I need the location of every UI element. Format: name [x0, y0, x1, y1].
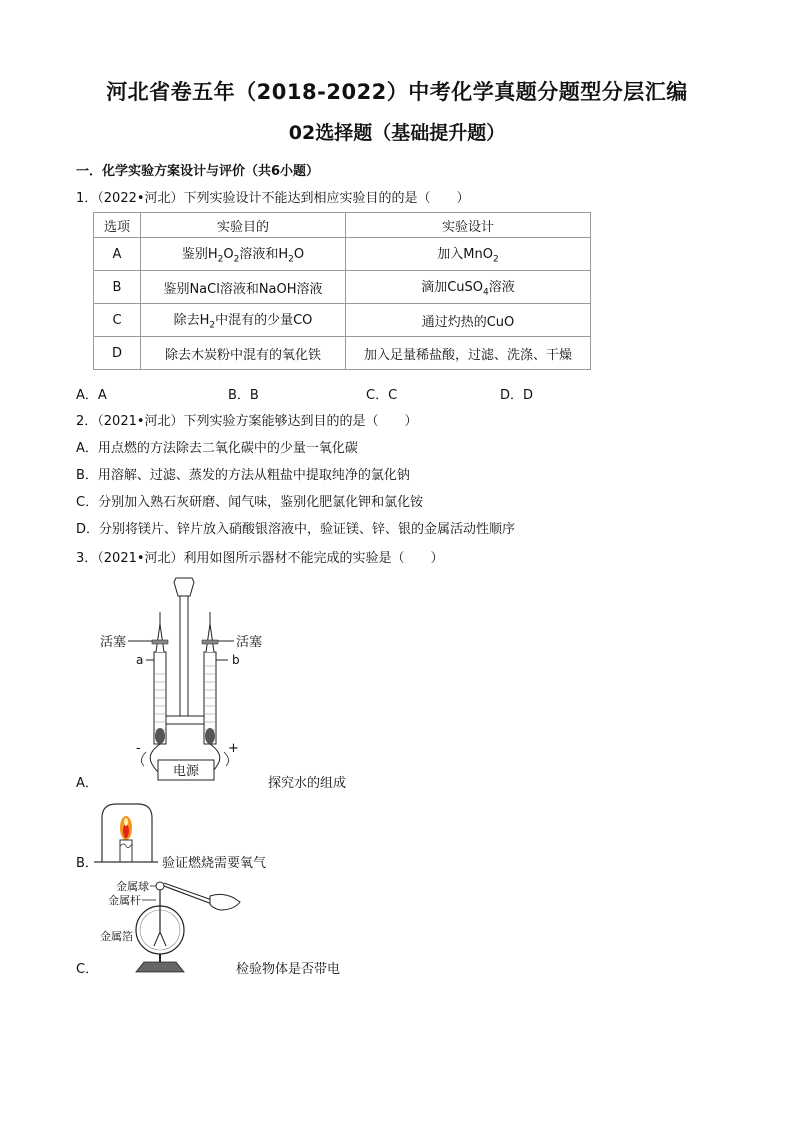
question-3-option-c-letter: C． [76, 962, 99, 977]
section-heading: 一．化学实验方案设计与评价（共6小题） [76, 164, 320, 179]
row-purpose: 除去$H_2$中混有的少量CO [141, 304, 346, 337]
tube-b-label: b [232, 653, 240, 667]
row-design: 加入MnO$_2$ [346, 238, 591, 271]
table-header-row [94, 213, 591, 238]
valve-left-label: 活塞 [100, 635, 127, 650]
question-3-option-a-letter: A． [76, 776, 98, 791]
row-purpose: 鉴别$H_2O_2$溶液和$H_2O$ [141, 238, 346, 271]
row-purpose: 除去木炭粉中混有的氧化铁 [141, 337, 346, 370]
header-option: 选项 [94, 213, 141, 238]
row-purpose: 鉴别NaCl溶液和NaOH溶液 [141, 271, 346, 304]
row-design: 加入足量稀盐酸，过滤、洗涤、干燥 [346, 337, 591, 370]
question-2-stem: 2．（2021•河北）下列实验方案能够达到目的的是（ ） [76, 414, 418, 429]
row-option: B [94, 271, 141, 304]
metal-ball-label: 金属球 [116, 880, 149, 893]
answer-option-d: D．D [500, 388, 534, 403]
metal-rod-label: 金属杆 [108, 894, 141, 907]
table-row [94, 304, 591, 337]
power-supply-label: 电源 [172, 764, 200, 779]
header-design: 实验设计 [346, 213, 591, 238]
header-purpose: 实验目的 [141, 213, 346, 238]
answer-option-b: B．B [228, 388, 259, 403]
question-1-stem: 1．（2022•河北）下列实验设计不能达到相应实验目的的是（ ） [76, 191, 470, 206]
question-3-option-b-caption: 验证燃烧需要氧气 [162, 856, 267, 871]
answer-option-c: C．C [366, 388, 398, 403]
table-row [94, 337, 591, 370]
electroscope-figure [94, 874, 244, 974]
candle-bell-jar-figure [92, 800, 162, 866]
row-option: C [94, 304, 141, 337]
tube-a-label: a [136, 653, 144, 667]
question-1-table [93, 212, 591, 370]
question-2-option-a: A．用点燃的方法除去二氧化碳中的少量一氧化碳 [76, 441, 358, 456]
electrolysis-apparatus-figure [96, 574, 266, 784]
valve-right-label: 活塞 [236, 635, 263, 650]
negative-terminal-label: - [136, 741, 141, 756]
question-2-option-d: D．分别将镁片、锌片放入硝酸银溶液中，验证镁、锌、银的金属活动性顺序 [76, 522, 516, 537]
row-design: 通过灼热的CuO [346, 304, 591, 337]
table-row [94, 238, 591, 271]
question-3-option-c-caption: 检验物体是否带电 [236, 962, 341, 977]
row-design: 滴加CuSO$_4$溶液 [346, 271, 591, 304]
row-option: A [94, 238, 141, 271]
document-title: 河北省卷五年（2018-2022）中考化学真题分题型分层汇编 [106, 80, 688, 104]
question-3-stem: 3．（2021•河北）利用如图所示器材不能完成的实验是（ ） [76, 551, 444, 566]
question-2-option-b: B．用溶解、过滤、蒸发的方法从粗盐中提取纯净的氯化钠 [76, 468, 410, 483]
question-3-option-b-letter: B． [76, 856, 98, 871]
row-option: D [94, 337, 141, 370]
positive-terminal-label: + [228, 741, 239, 756]
answer-option-a: A．A [76, 388, 107, 403]
document-subtitle: 02选择题（基础提升题） [288, 122, 506, 144]
table-row [94, 271, 591, 304]
question-3-option-a-caption: 探究水的组成 [268, 776, 347, 791]
question-2-option-c: C．分别加入熟石灰研磨、闻气味，鉴别化肥氯化钾和氯化铵 [76, 495, 424, 510]
metal-foil-label: 金属箔 [100, 930, 133, 943]
